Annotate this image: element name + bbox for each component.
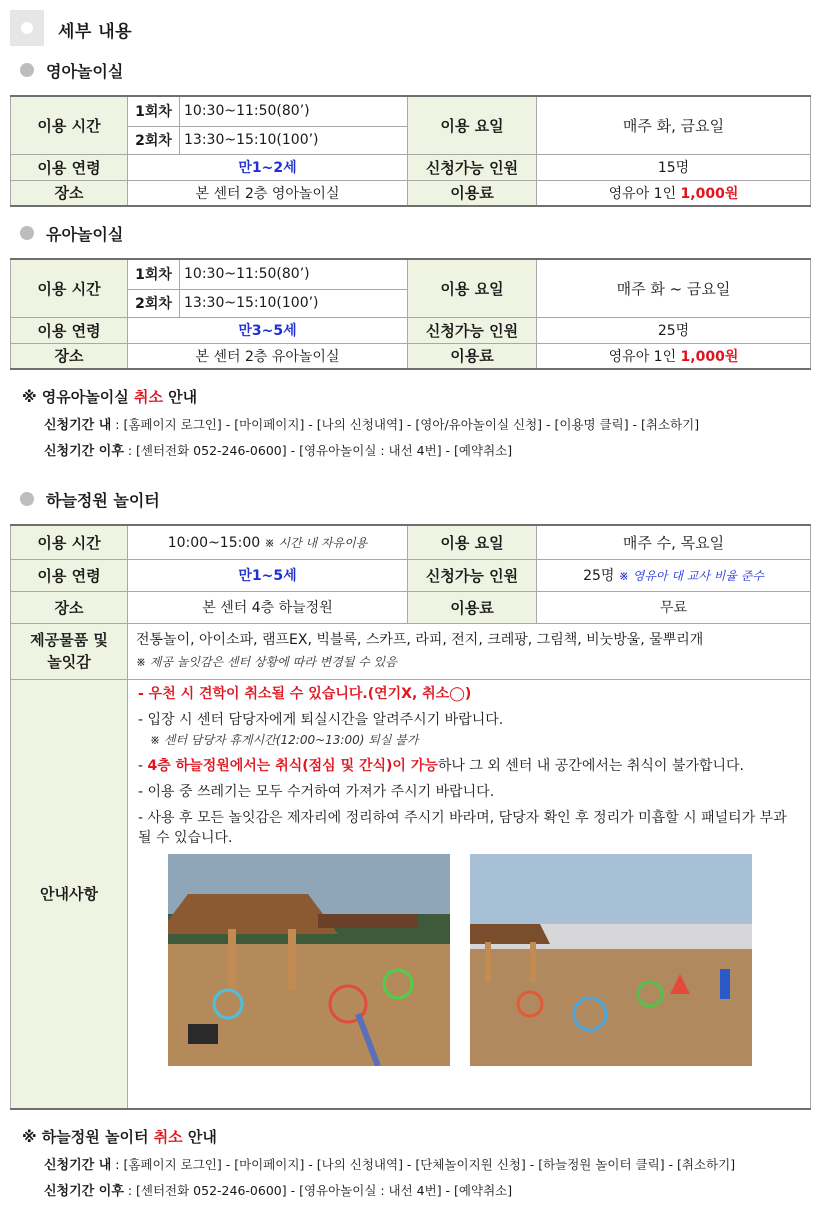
- cancel-line2-label: 신청기간 이후: [44, 1184, 124, 1199]
- section-marker: [10, 10, 44, 46]
- day-label: 이용 요일: [408, 96, 537, 154]
- session2-time: 13:30~15:10(100’): [180, 126, 408, 154]
- session1-label: 1회차: [128, 259, 180, 289]
- items-cell: [128, 623, 811, 679]
- place-value: 본 센터 4층 하늘정원: [128, 591, 408, 623]
- fee-label: 이용료: [408, 180, 537, 206]
- capacity-value: 25명: [537, 317, 811, 343]
- day-value: 매주 수, 목요일: [537, 525, 811, 559]
- items-note: ※ 제공 놀잇감은 센터 상황에 따라 변경될 수 있음: [136, 655, 397, 669]
- capacity-label: 신청가능 인원: [408, 317, 537, 343]
- guide-eating-rest: 하나 그 외 센터 내 공간에서는 취식이 불가합니다.: [437, 757, 744, 774]
- cancel-line1-text: : [홈페이지 로그인] - [마이페이지] - [나의 신청내역] - [영아/유아놀이실 신청] - [이용명 클릭] - [취소하기]: [111, 417, 700, 432]
- session2-label: 2회차: [128, 126, 180, 154]
- cancel-line2-label: 신청기간 이후: [44, 444, 124, 459]
- age-label: 이용 연령: [11, 559, 128, 591]
- day-label: 이용 요일: [408, 259, 537, 317]
- cancel-heading-prefix: ※ 하늘정원 놀이터: [22, 1128, 154, 1146]
- age-value: 만1~2세: [128, 154, 408, 180]
- session1-label: 1회차: [128, 96, 180, 126]
- section-title: 세부 내용: [58, 22, 133, 42]
- time-note: ※ 시간 내 자유이용: [264, 535, 368, 550]
- items-label-2: 놀잇감: [47, 653, 91, 671]
- garden-heading: [20, 488, 160, 510]
- fee-value: 1,000원: [680, 185, 739, 202]
- capacity-value-cell: [537, 559, 811, 591]
- guide-eating: [138, 756, 800, 776]
- day-label: 이용 요일: [408, 525, 537, 559]
- bullet-icon: [20, 63, 34, 77]
- age-value: 만1~5세: [128, 559, 408, 591]
- time-value: 10:00~15:00: [167, 534, 265, 551]
- place-value: 본 센터 2층 영아놀이실: [128, 180, 408, 206]
- garden-photo-field: [470, 854, 752, 1066]
- cancel-line1-text: : [홈페이지 로그인] - [마이페이지] - [나의 신청내역] - [단체놀이지원 신청] - [하늘정원 놀이터 클릭] - [취소하기]: [111, 1157, 736, 1172]
- guide-break-note: ※ 센터 담당자 휴게시간(12:00~13:00) 퇴실 불가: [150, 732, 419, 747]
- guide-eating-red: 4층 하늘정원에서는 취식(점심 및 간식)이 가능: [147, 757, 438, 774]
- fee-value-cell: [537, 343, 811, 369]
- time-value-cell: [128, 525, 408, 559]
- time-label: 이용 시간: [11, 525, 128, 559]
- age-label: 이용 연령: [11, 154, 128, 180]
- toddler-room-table: [10, 258, 811, 370]
- garden-table: [10, 524, 811, 1110]
- photo-row: [138, 854, 800, 1066]
- fee-label: 이용료: [408, 343, 537, 369]
- day-value: 매주 화 ~ 금요일: [537, 259, 811, 317]
- cancel-heading-red: 취소: [153, 1128, 183, 1146]
- guide-trash: - 이용 중 쓰레기는 모두 수거하여 가져가 주시기 바랍니다.: [138, 783, 495, 800]
- cancel-line1-label: 신청기간 내: [44, 1158, 112, 1173]
- capacity-label: 신청가능 인원: [408, 154, 537, 180]
- garden-cancel-notice: [22, 1126, 735, 1199]
- session2-time: 13:30~15:10(100’): [180, 289, 408, 317]
- infant-room-table: [10, 95, 811, 207]
- guide-cell: [128, 679, 811, 1109]
- bullet-icon: [20, 492, 34, 506]
- bullet-icon: [20, 226, 34, 240]
- cancel-heading-suffix: 안내: [162, 388, 198, 406]
- infant-room-heading: [20, 59, 123, 81]
- place-value: 본 센터 2층 유아놀이실: [128, 343, 408, 369]
- items-label: [11, 623, 128, 679]
- capacity-value: 25명: [583, 568, 619, 584]
- place-label: 장소: [11, 343, 128, 369]
- guide-tidy: - 사용 후 모든 놀잇감은 제자리에 정리하여 주시기 바라며, 담당자 확인 후 정리가 미흡할 시 패널티가 부과될 수 있습니다.: [138, 809, 787, 846]
- fee-value-cell: [537, 180, 811, 206]
- time-label: 이용 시간: [11, 96, 128, 154]
- garden-title: 하늘정원 놀이터: [46, 490, 160, 510]
- time-label: 이용 시간: [11, 259, 128, 317]
- items-value: 전통놀이, 아이소파, 램프EX, 빅블록, 스카프, 라피, 전지, 크레팡, 그림책, 비눗방울, 물뿌리개: [136, 632, 704, 648]
- infant-room-title: 영아놀이실: [46, 61, 124, 81]
- capacity-value: 15명: [537, 154, 811, 180]
- fee-value: 무료: [537, 591, 811, 623]
- guide-label: 안내사항: [11, 679, 128, 1109]
- guide-eating-dash: -: [138, 757, 148, 774]
- playroom-cancel-notice: [22, 386, 699, 459]
- session1-time: 10:30~11:50(80’): [180, 259, 408, 289]
- session2-label: 2회차: [128, 289, 180, 317]
- age-value: 만3~5세: [128, 317, 408, 343]
- day-value: 매주 화, 금요일: [537, 96, 811, 154]
- fee-prefix: 영유아 1인: [608, 185, 681, 202]
- capacity-label: 신청가능 인원: [408, 559, 537, 591]
- cancel-line1-label: 신청기간 내: [44, 418, 112, 433]
- fee-label: 이용료: [408, 591, 537, 623]
- age-label: 이용 연령: [11, 317, 128, 343]
- toddler-room-title: 유아놀이실: [46, 224, 124, 244]
- toddler-room-heading: [20, 222, 123, 244]
- cancel-heading-red: 취소: [133, 388, 163, 406]
- cancel-line2-text: : [센터전화 052-246-0600] - [영유아놀이실 : 내선 4번] - [예약취소]: [123, 443, 513, 458]
- fee-prefix: 영유아 1인: [608, 348, 681, 365]
- fee-value: 1,000원: [680, 348, 739, 365]
- garden-photo-gazebo: [168, 854, 450, 1066]
- guide-rain: - 우천 시 견학이 취소될 수 있습니다.(연기X, 취소◯): [138, 685, 472, 702]
- capacity-note: ※ 영유아 대 교사 비율 준수: [618, 569, 764, 583]
- guide-exit-time: - 입장 시 센터 담당자에게 퇴실시간을 알려주시기 바랍니다.: [138, 711, 504, 728]
- items-label-1: 제공물품 및: [30, 631, 108, 649]
- place-label: 장소: [11, 591, 128, 623]
- place-label: 장소: [11, 180, 128, 206]
- cancel-heading-prefix: ※ 영유아놀이실: [22, 388, 134, 406]
- cancel-heading-suffix: 안내: [182, 1128, 217, 1146]
- session1-time: 10:30~11:50(80’): [180, 96, 408, 126]
- cancel-line2-text: : [센터전화 052-246-0600] - [영유아놀이실 : 내선 4번] - [예약취소]: [123, 1183, 513, 1198]
